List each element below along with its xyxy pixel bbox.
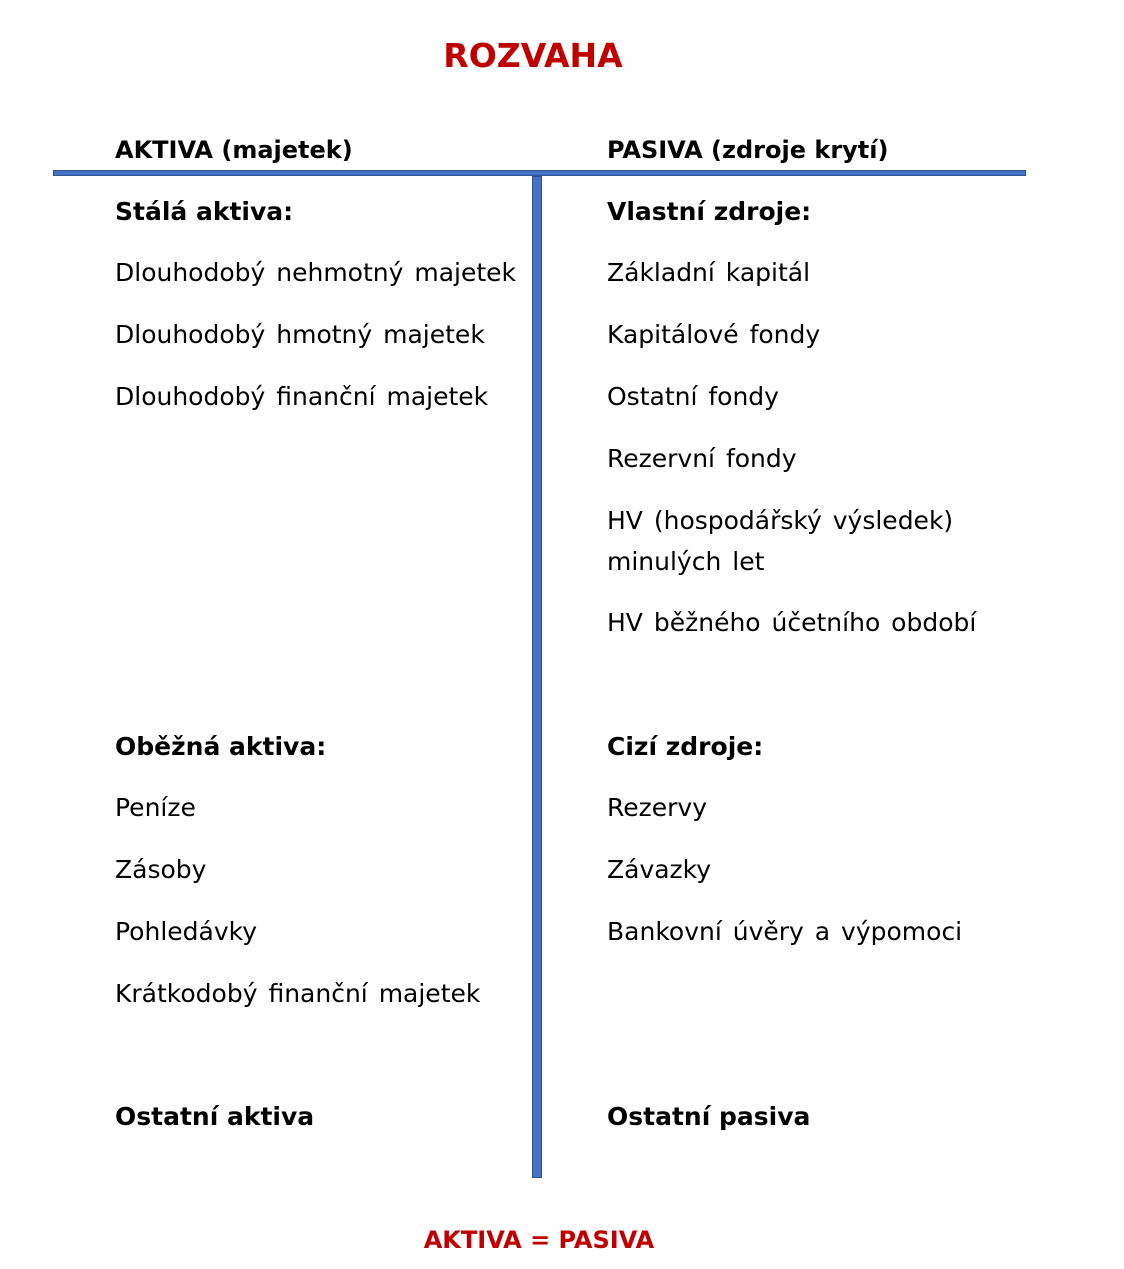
ostatni-aktiva-heading: Ostatní aktiva [115,1102,315,1131]
pasiva-list-item: Základní kapitál [607,258,811,287]
aktiva-list-item: Dlouhodobý finanční majetek [115,382,489,411]
aktiva-list-item: Dlouhodobý nehmotný majetek [115,258,517,287]
pasiva-header: PASIVA (zdroje krytí) [607,136,889,164]
pasiva-list-item: Kapitálové fondy [607,320,821,349]
cizi-zdroje-heading: Cizí zdroje: [607,732,764,761]
aktiva-list-item: Krátkodobý finanční majetek [115,979,481,1008]
aktiva-header: AKTIVA (majetek) [115,136,353,164]
vlastni-zdroje-heading: Vlastní zdroje: [607,197,812,226]
aktiva-list-item: Zásoby [115,855,207,884]
pasiva-list-item: Bankovní úvěry a výpomoci [607,917,963,946]
pasiva-list-item: Rezervy [607,793,707,822]
pasiva-list-item: Rezervní fondy [607,444,797,473]
balance-equation: AKTIVA = PASIVA [423,1226,655,1254]
aktiva-list-item: Peníze [115,793,196,822]
pasiva-list-item: HV (hospodářský výsledek) minulých let [607,506,954,576]
ostatni-pasiva-heading: Ostatní pasiva [607,1102,811,1131]
aktiva-list-item: Pohledávky [115,917,258,946]
page-title: ROZVAHA [443,36,623,75]
vertical-divider [532,176,542,1178]
stala-aktiva-heading: Stálá aktiva: [115,197,294,226]
obezna-aktiva-heading: Oběžná aktiva: [115,732,327,761]
pasiva-list-item: HV běžného účetního období [607,608,977,637]
pasiva-list-item: Závazky [607,855,712,884]
pasiva-list-item: Ostatní fondy [607,382,779,411]
aktiva-list-item: Dlouhodobý hmotný majetek [115,320,485,349]
